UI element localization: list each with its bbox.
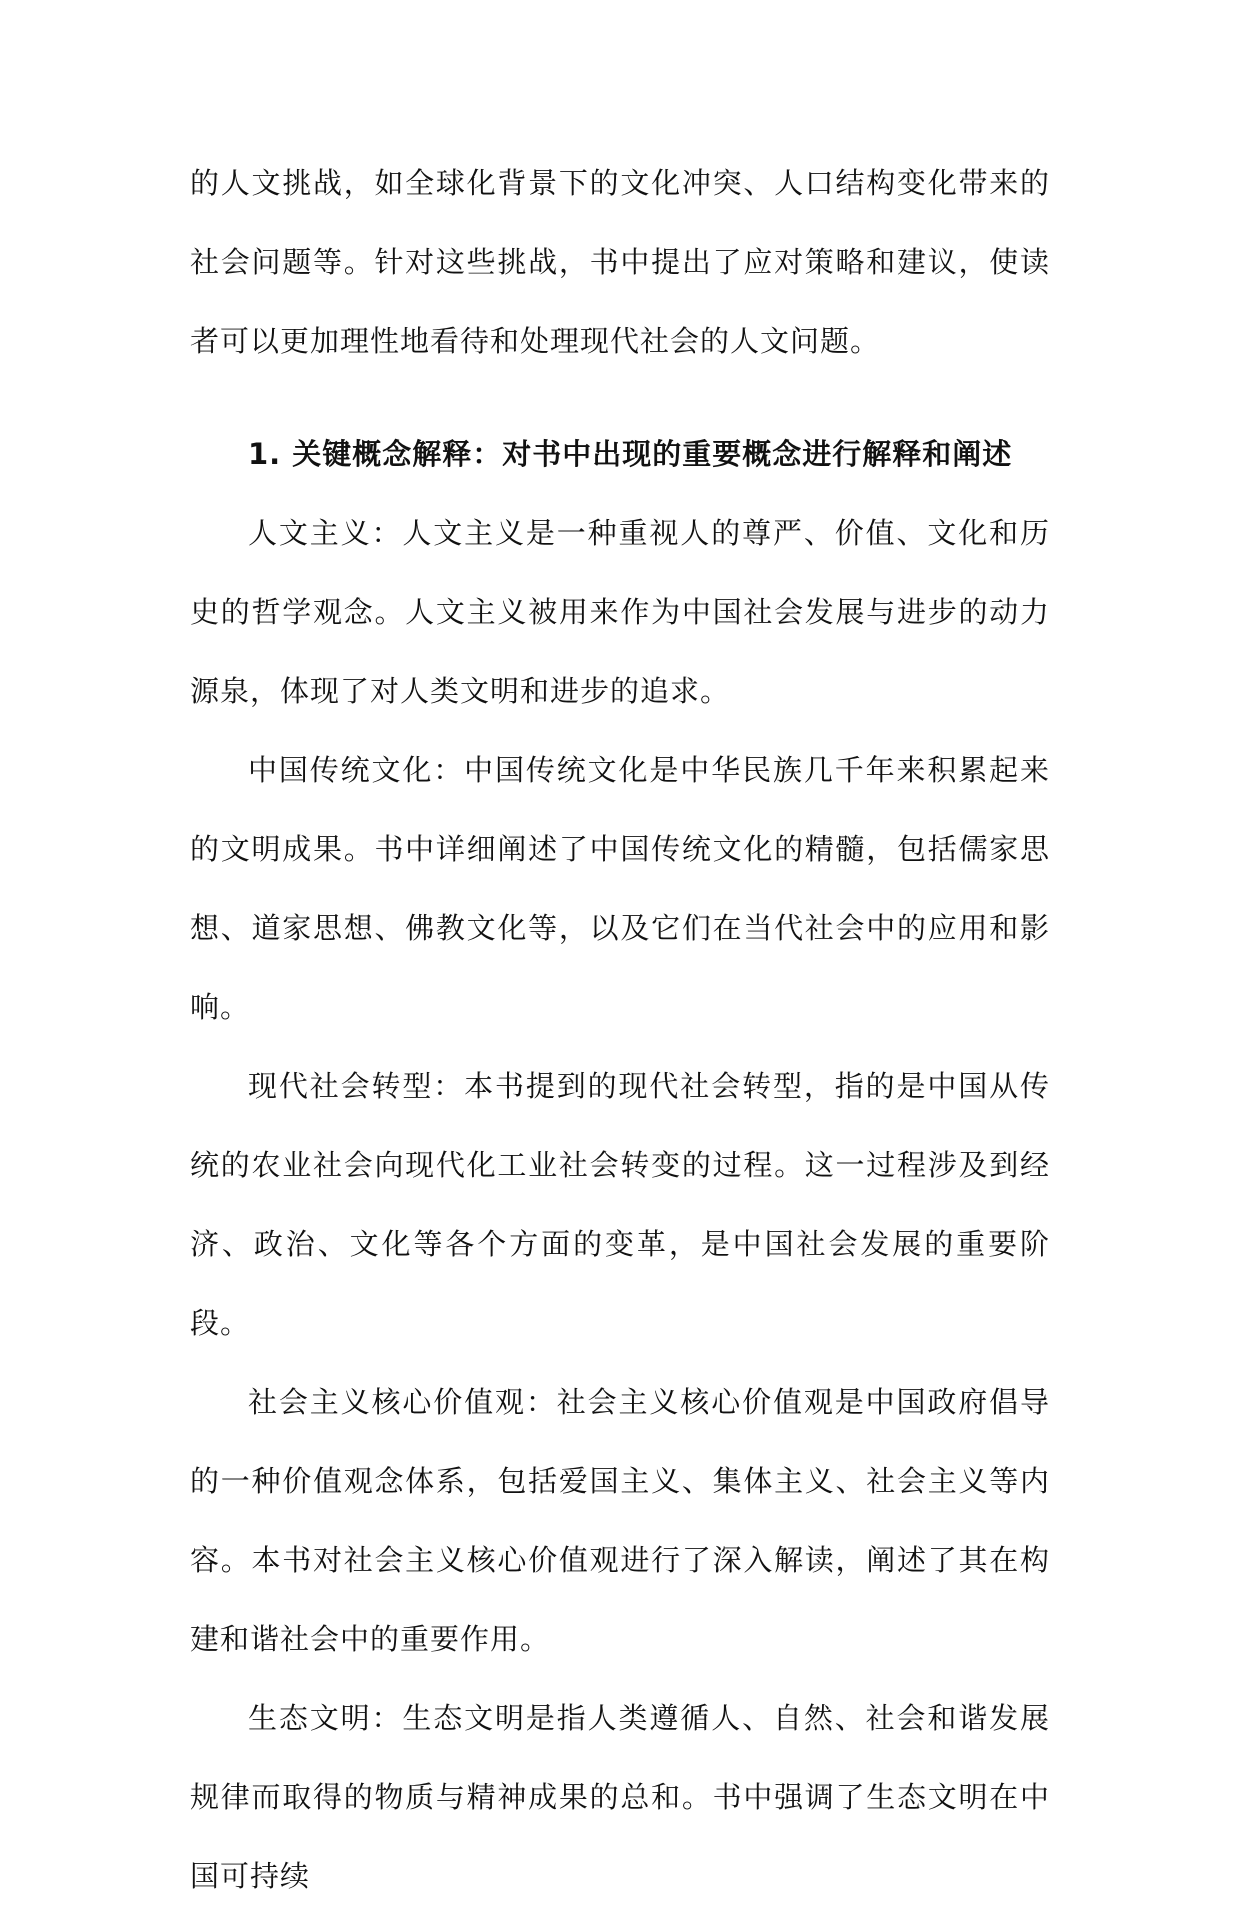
intro-paragraph: 的人文挑战，如全球化背景下的文化冲突、人口结构变化带来的社会问题等。针对这些挑战，书中提出了应对策略和建议，使读者可以更加理性地看待和处理现代社会的人文问题。 [190,166,1050,358]
paragraph-social-transformation: 现代社会转型：本书提到的现代社会转型，指的是中国从传统的农业社会向现代化工业社会转变的过程。这一过程涉及到经济、政治、文化等各个方面的变革，是中国社会发展的重要阶段。 [190,1069,1050,1340]
section-heading: 1. 关键概念解释：对书中出现的重要概念进行解释和阐述 [248,437,1013,471]
paragraph-ecological-civilization: 生态文明：生态文明是指人类遵循人、自然、社会和谐发展规律而取得的物质与精神成果的总和。书中强调了生态文明在中国可持续 [190,1701,1050,1893]
paragraph-traditional-culture: 中国传统文化：中国传统文化是中华民族几千年来积累起来的文明成果。书中详细阐述了中国传统文化的精髓，包括儒家思想、道家思想、佛教文化等，以及它们在当代社会中的应用和影响。 [190,753,1050,1024]
paragraph-humanism: 人文主义：人文主义是一种重视人的尊严、价值、文化和历史的哲学观念。人文主义被用来作为中国社会发展与进步的动力源泉，体现了对人类文明和进步的追求。 [190,516,1050,708]
document-page [190,144,1050,1916]
paragraph-core-values: 社会主义核心价值观：社会主义核心价值观是中国政府倡导的一种价值观念体系，包括爱国主义、集体主义、社会主义等内容。本书对社会主义核心价值观进行了深入解读，阐述了其在构建和谐社会中的重要作用。 [190,1385,1050,1656]
